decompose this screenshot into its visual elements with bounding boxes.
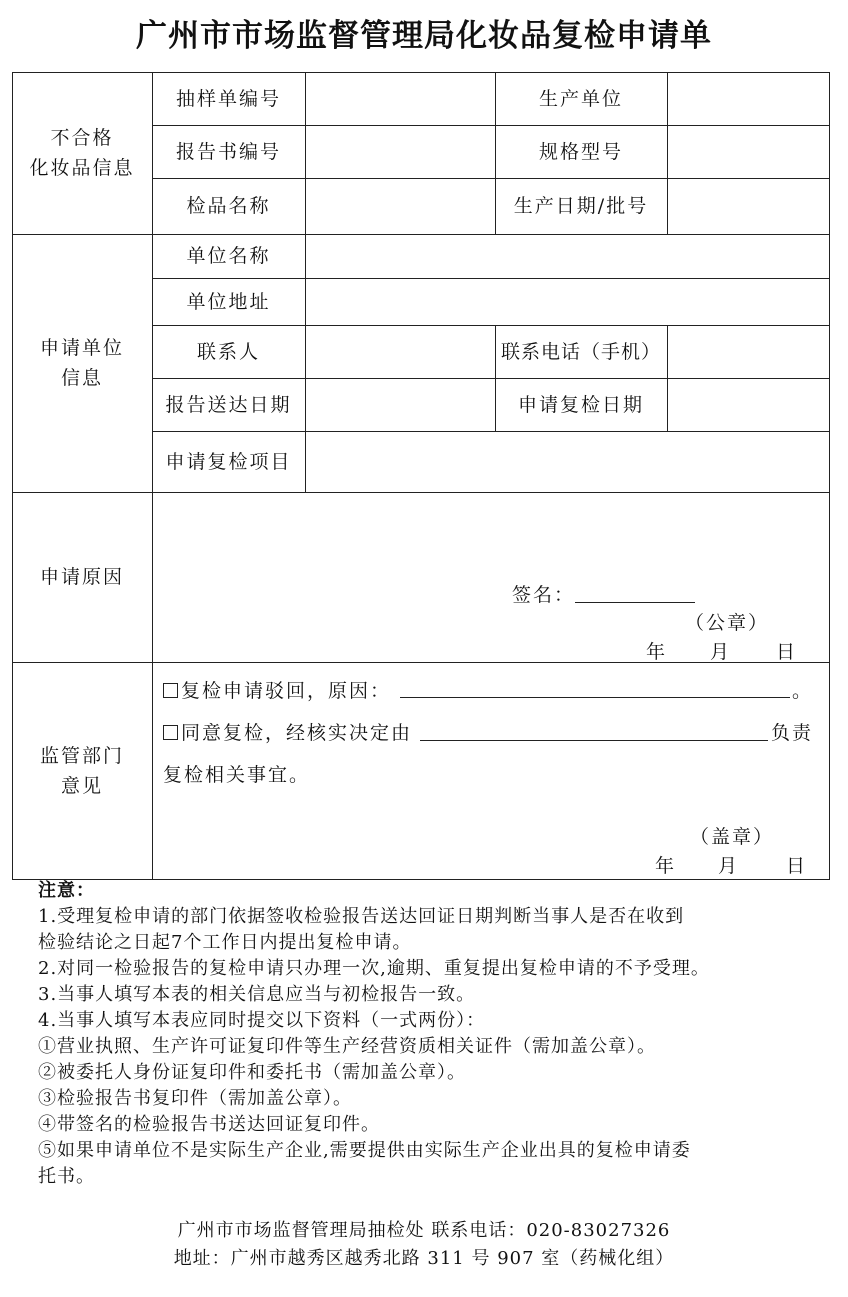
- reject-end-mark: 。: [792, 680, 814, 702]
- official-seal-label: （公章）: [685, 612, 770, 634]
- field-contact[interactable]: [305, 325, 495, 378]
- field-phone[interactable]: [667, 325, 829, 378]
- field-unit-address[interactable]: [305, 278, 829, 325]
- reason-month-label: 月: [710, 641, 732, 663]
- field-reason[interactable]: [152, 492, 829, 572]
- agree-end-text: 负责: [771, 722, 814, 744]
- opinion-day-label: 日: [786, 855, 808, 877]
- note-line: ⑤如果申请单位不是实际生产企业,需要提供由实际生产企业出具的复检申请委: [38, 1140, 691, 1161]
- field-unit-name[interactable]: [305, 234, 829, 278]
- footer-contact: 广州市市场监督管理局抽检处 联系电话：020-83027326: [177, 1220, 671, 1241]
- label-delivery-date: 报告送达日期: [165, 393, 292, 416]
- note-line: ②被委托人身份证复印件和委托书（需加盖公章）。: [38, 1062, 466, 1083]
- field-recheck-items[interactable]: [305, 431, 829, 492]
- note-line: 2.对同一检验报告的复检申请只办理一次,逾期、重复提出复检申请的不予受理。: [38, 958, 710, 979]
- signature-line[interactable]: [575, 602, 695, 603]
- footer-address: 地址：广州市越秀区越秀北路 311 号 907 室（药械化组）: [173, 1248, 675, 1269]
- note-line: 托书。: [38, 1166, 95, 1187]
- label-phone: 联系电话（手机）: [500, 340, 661, 363]
- stamp-seal-label: （盖章）: [690, 826, 775, 848]
- section-label-unqualified-product: 不合格 化妆品信息: [29, 127, 135, 179]
- field-product-name[interactable]: [305, 178, 495, 234]
- note-line: 3.当事人填写本表的相关信息应当与初检报告一致。: [38, 984, 476, 1005]
- signature-label: 签名：: [512, 584, 576, 606]
- label-recheck-items: 申请复检项目: [165, 450, 292, 473]
- note-line: ③检验报告书复印件（需加盖公章）。: [38, 1088, 352, 1109]
- form-title: 广州市市场监督管理局化妆品复检申请单: [136, 18, 712, 54]
- opinion-month-label: 月: [718, 855, 740, 877]
- label-batch: 生产日期/批号: [513, 195, 649, 217]
- label-unit-address: 单位地址: [186, 290, 271, 313]
- label-product-name: 检品名称: [186, 195, 271, 217]
- field-report-no[interactable]: [305, 125, 495, 178]
- notes-section: [38, 878, 828, 1190]
- note-line: 检验结论之日起7个工作日内提出复检申请。: [38, 932, 412, 953]
- reject-checkbox[interactable]: [163, 683, 178, 698]
- agree-option[interactable]: 同意复检，经核实决定由: [163, 718, 412, 745]
- reason-day-label: 日: [776, 641, 798, 663]
- field-spec[interactable]: [667, 125, 829, 178]
- note-line: ①营业执照、生产许可证复印件等生产经营资质相关证件（需加盖公章）。: [38, 1036, 656, 1057]
- label-producer: 生产单位: [538, 87, 623, 110]
- note-line: ④带签名的检验报告书送达回证复印件。: [38, 1114, 380, 1135]
- label-contact: 联系人: [196, 340, 260, 363]
- label-recheck-date: 申请复检日期: [517, 393, 644, 416]
- reject-option[interactable]: 复检申请驳回，原因：: [163, 676, 391, 703]
- reject-reason-line[interactable]: [400, 697, 790, 698]
- label-unit-name: 单位名称: [186, 245, 271, 267]
- agree-responsible-line[interactable]: [420, 740, 768, 741]
- notes-heading: 注意：: [38, 880, 95, 901]
- reason-year-label: 年: [646, 641, 668, 663]
- field-sample-no[interactable]: [305, 72, 495, 125]
- section-label-applicant: 申请单位 信息: [39, 337, 124, 389]
- note-line: 4.当事人填写本表应同时提交以下资料（一式两份）：: [38, 1010, 486, 1031]
- agree-line2: 复检相关事宜。: [163, 764, 311, 786]
- note-line: 1.受理复检申请的部门依据签收检验报告送达回证日期判断当事人是否在收到: [38, 906, 685, 927]
- field-delivery-date[interactable]: [305, 378, 495, 431]
- field-producer[interactable]: [667, 72, 829, 125]
- field-recheck-date[interactable]: [667, 378, 829, 431]
- field-batch[interactable]: [667, 178, 829, 234]
- section-label-reason: 申请原因: [39, 566, 124, 588]
- section-label-regulator-opinion: 监管部门 意见: [39, 744, 124, 797]
- label-sample-no: 抽样单编号: [175, 87, 281, 110]
- agree-checkbox[interactable]: [163, 725, 178, 740]
- label-spec: 规格型号: [538, 140, 623, 163]
- label-report-no: 报告书编号: [175, 140, 281, 163]
- opinion-year-label: 年: [655, 855, 677, 877]
